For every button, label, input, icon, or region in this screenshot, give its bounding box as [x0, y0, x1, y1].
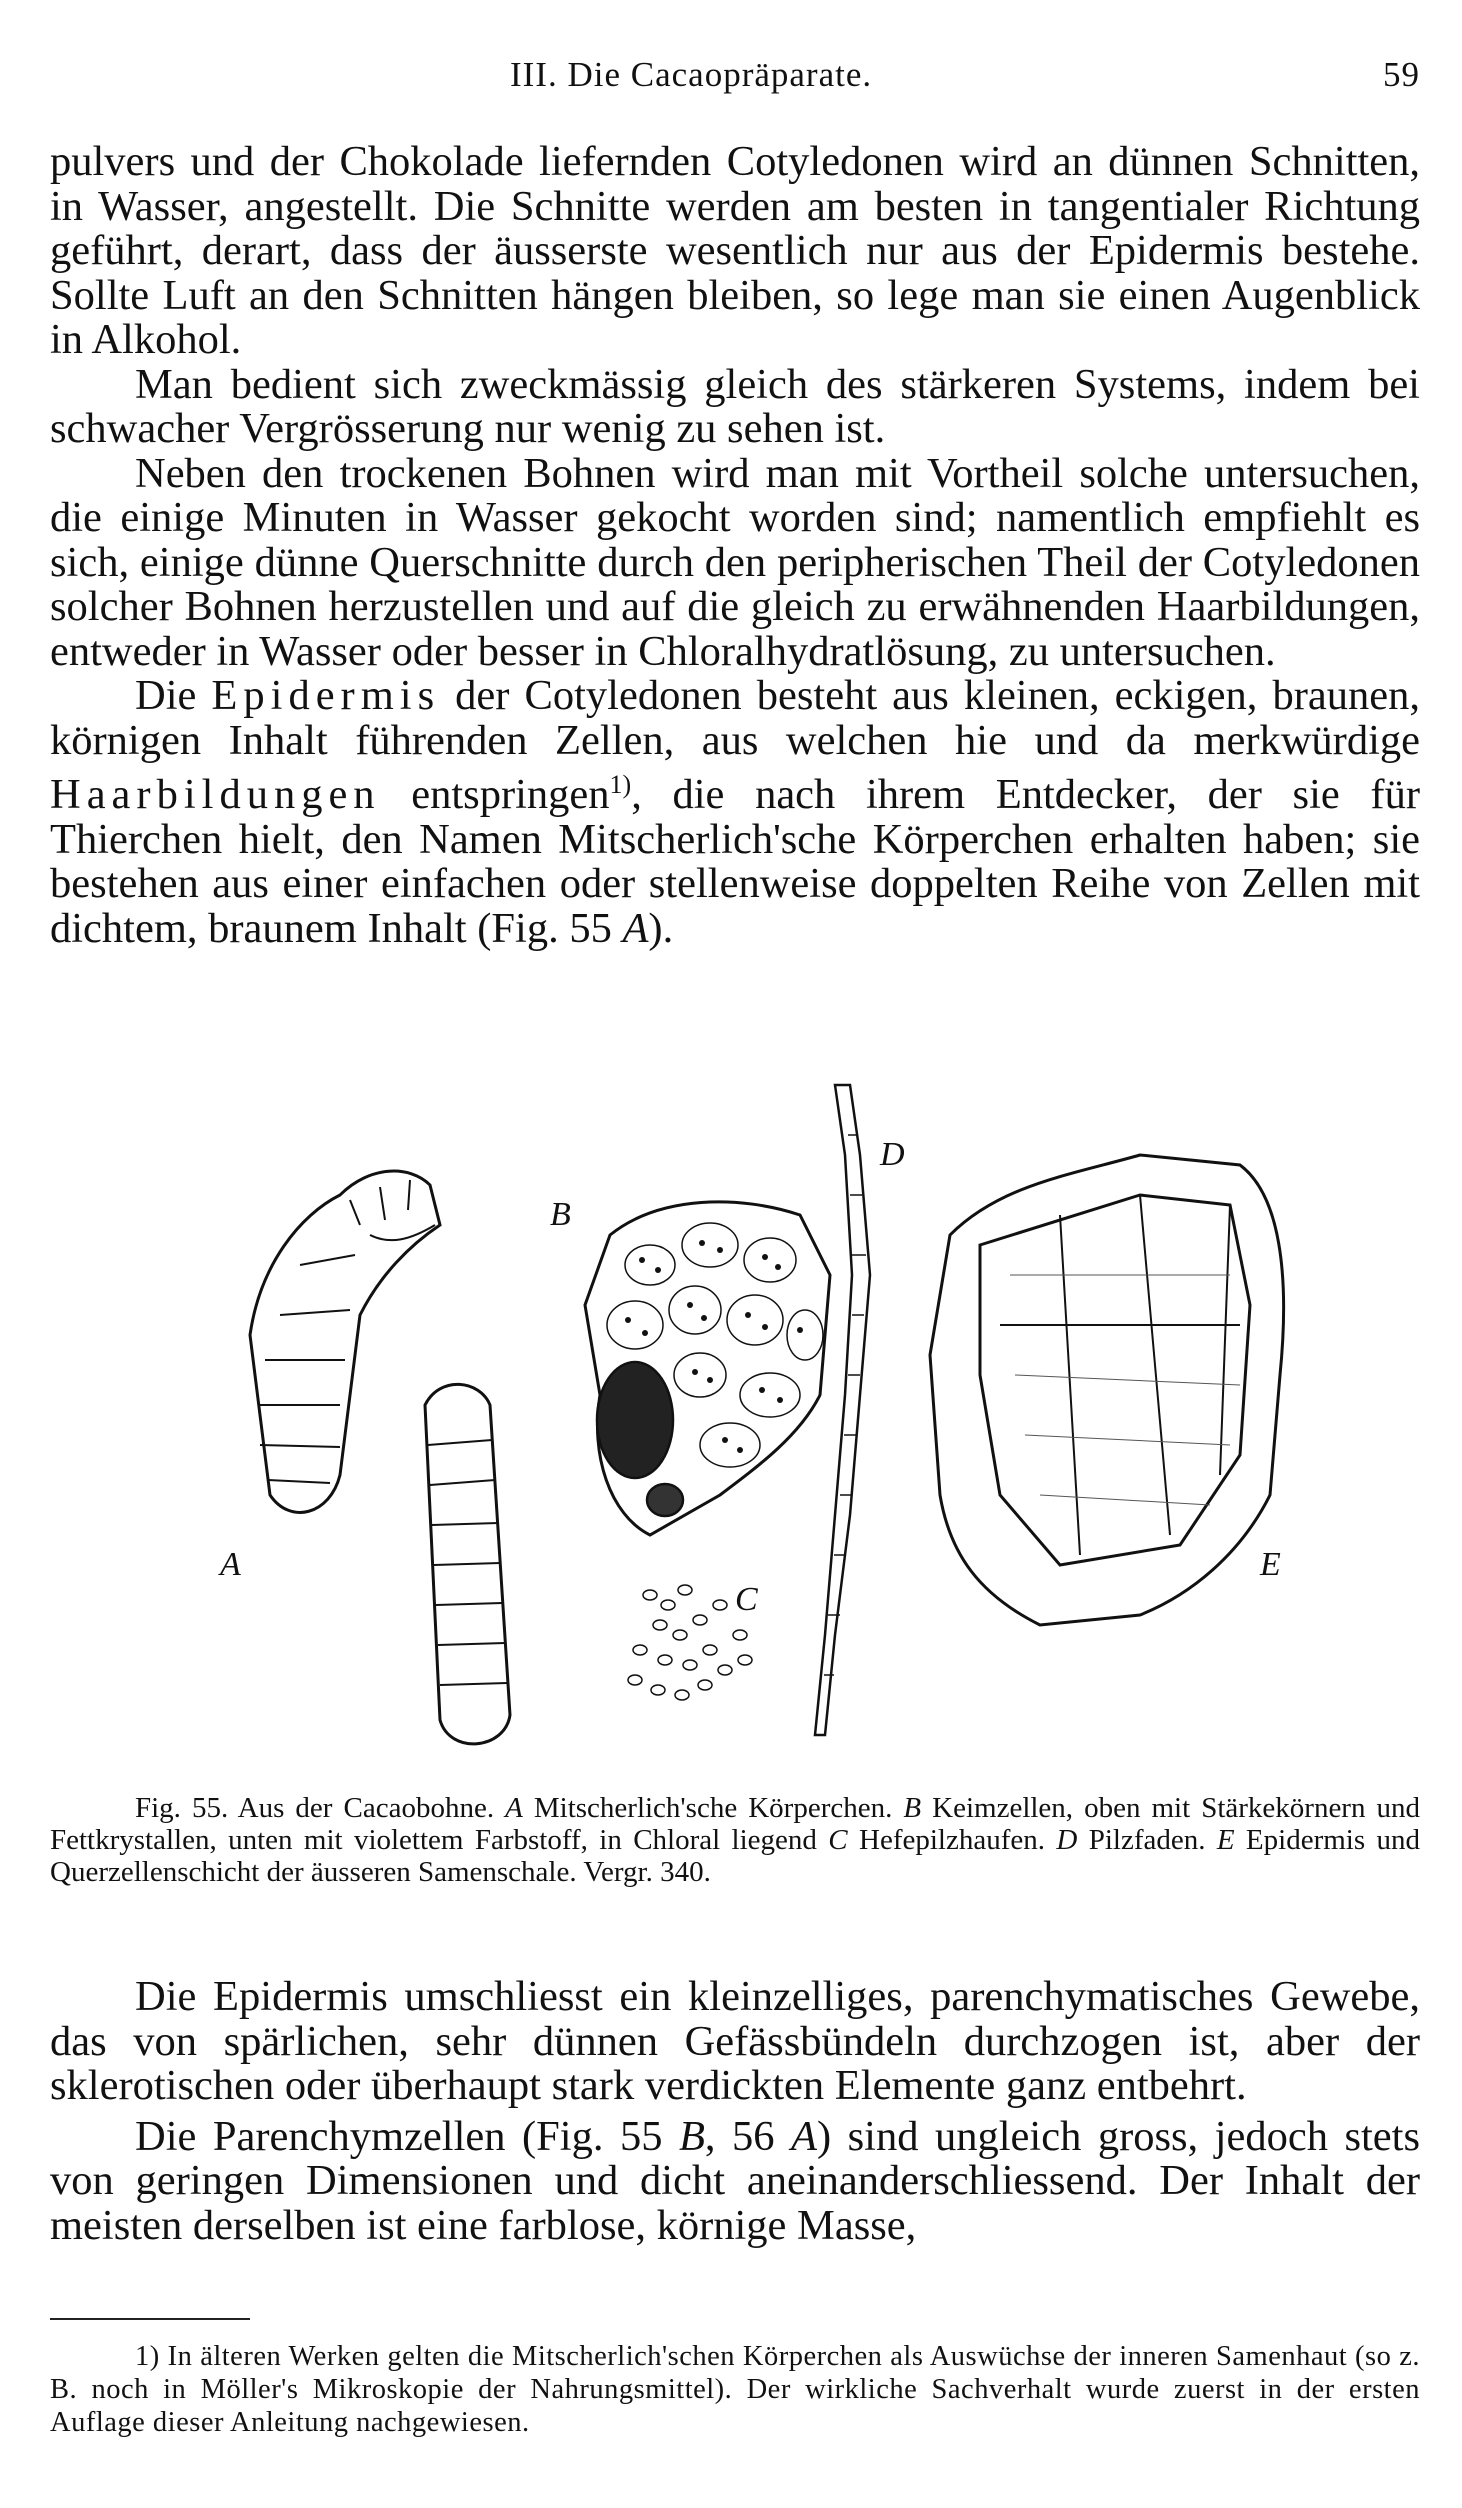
figure-part-c — [628, 1585, 752, 1700]
caption-fig-number: Fig. 55. — [135, 1792, 229, 1824]
figure-illustration — [180, 1075, 1380, 1765]
paragraph-5: Die Epidermis umschliesst ein kleinzelliges, parenchymatisches Gewebe, das von spärlichen, sehr dünnen Gefässbündeln durchzogen ist, aber der sklerotischen oder überhaupt stark verdickten Elemente ganz entbehrt. — [50, 1973, 1420, 2109]
figure-label-b: B — [550, 1196, 571, 1233]
figure-part-e — [930, 1155, 1284, 1625]
running-title: III. Die Cacaopräparate. — [510, 55, 873, 94]
figure-label-a: A — [220, 1546, 241, 1583]
body-text-top — [50, 140, 1420, 951]
term-epidermis: Epidermis — [211, 672, 441, 719]
paragraph-2: Man bedient sich zweckmässig gleich des stärkeren Systems, indem bei schwacher Vergrösserung nur wenig zu sehen ist. — [50, 360, 1420, 452]
running-header — [50, 55, 1420, 105]
figure-caption: Fig. 55. Aus der Cacaobohne. A Mitscherlich'sche Körperchen. B Keimzellen, oben mit Stärkekörnern und Fettkrystallen, unten mit violettem Farbstoff, in Chloral liegend C Hefepilzhaufen. D Pilzfaden. E Epidermis und Querzellenschicht der äusseren Samenschale. Vergr. 340. — [50, 1792, 1421, 1888]
paragraph-6: Die Parenchymzellen (Fig. 55 B, 56 A) sind ungleich gross, jedoch stets von geringen Dimensionen und dicht aneinanderschliessend. Der Inhalt der meisten derselben ist eine farblose, körnige Masse, — [50, 2112, 1420, 2249]
figure-part-d — [815, 1085, 870, 1735]
footnote-ref: 1) — [609, 770, 632, 799]
footnote-rule — [50, 2318, 250, 2320]
figure-part-a — [250, 1171, 510, 1744]
footnote — [50, 2340, 1420, 2439]
footnote-text: 1) In älteren Werken gelten die Mitscherlich'schen Körperchen als Auswüchse der inneren Samenhaut (so z. B. noch in Möller's Mikroskopie der Nahrungsmittel). Der wirkliche Sachverhalt wurde zuerst in der ersten Auflage dieser Anleitung nachgewiesen. — [50, 2341, 1420, 2438]
paragraph-1: pulvers und der Chokolade liefernden Cotyledonen wird an dünnen Schnitten, in Wasser, angestellt. Die Schnitte werden am besten in tangentialer Richtung geführt, derart, dass der äusserste wesentlich nur aus der Epidermis bestehe. Sollte Luft an den Schnitten hängen bleiben, so lege man sie einen Augenblick in Alkohol. — [50, 138, 1420, 363]
figure-label-d: D — [880, 1136, 905, 1173]
figure-part-b — [585, 1202, 830, 1535]
term-haarbildungen: Haarbildungen — [50, 771, 381, 819]
body-text-bottom — [50, 1975, 1420, 2248]
figure-label-e: E — [1260, 1546, 1281, 1583]
figure-55 — [180, 1075, 1380, 1765]
figure-label-c: C — [735, 1581, 758, 1618]
paragraph-4: Die Epidermis der Cotyledonen besteht aus kleinen, eckigen, braunen, körnigen Inhalt führenden Zellen, aus welchen hie und da merkwürdige Haarbildungen entspringen$^{1)}$, die nach ihrem Entdecker, der sie für Thierchen hielt, den Namen Mitscherlich'sche Körperchen erhalten haben; sie bestehen aus einer einfachen oder stellenweise doppelten Reihe von Zellen mit dichtem, braunem Inhalt (Fig. 55 A). — [50, 672, 1420, 952]
paragraph-3: Neben den trockenen Bohnen wird man mit Vortheil solche untersuchen, die einige Minuten in Wasser gekocht worden sind; namentlich empfiehlt es sich, einige dünne Querschnitte durch den peripherischen Theil der Cotyledonen solcher Bohnen herzustellen und auf die gleich zu erwähnenden Haarbildungen, entweder in Wasser oder besser in Chloralhydratlösung, zu untersuchen. — [50, 449, 1420, 675]
page-number: 59 — [1383, 55, 1420, 94]
